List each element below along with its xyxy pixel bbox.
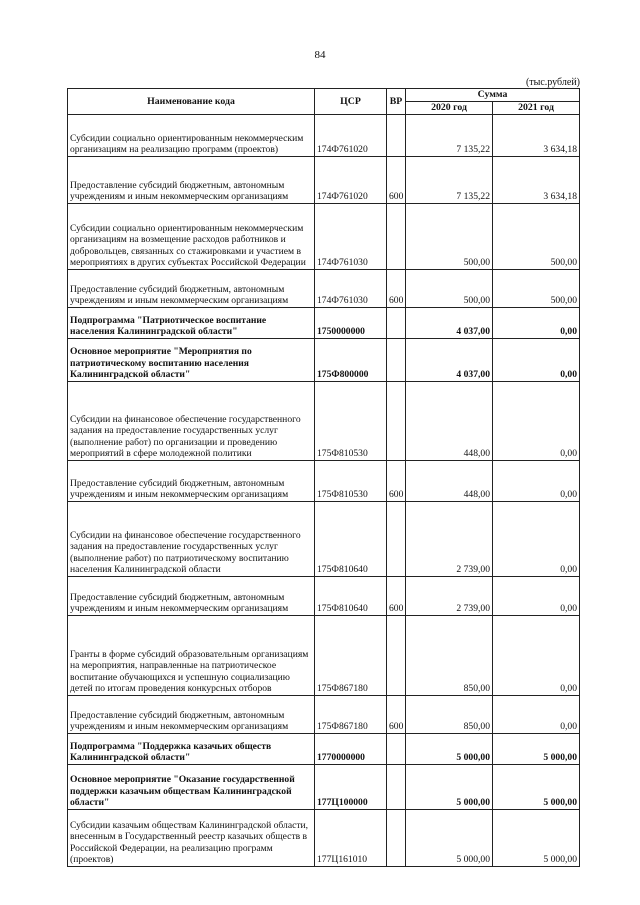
- header-name: Наименование кода: [68, 89, 315, 115]
- row-vr-cell: [387, 338, 406, 381]
- row-name-cell: Основное мероприятие "Оказание государственной поддержки казачьим обществам Калининградской области": [68, 764, 315, 809]
- header-vr: ВР: [387, 89, 406, 115]
- row-amount-2021-cell: 3 634,18: [493, 156, 580, 203]
- row-amount-2021-cell: 0,00: [493, 460, 580, 501]
- row-amount-2020-cell: 2 739,00: [406, 501, 493, 576]
- table-row: [68, 460, 580, 501]
- row-csr-cell: 175Ф810640: [315, 501, 387, 576]
- row-amount-2020-cell: 7 135,22: [406, 156, 493, 203]
- header-sum: Сумма: [406, 89, 580, 102]
- table-row: [68, 501, 580, 576]
- table-row: [68, 338, 580, 381]
- row-vr-cell: [387, 501, 406, 576]
- row-amount-2021-cell: 0,00: [493, 307, 580, 338]
- table-row: [68, 576, 580, 615]
- row-amount-2020-cell: 500,00: [406, 269, 493, 307]
- units-label: (тыс.рублей): [525, 77, 580, 88]
- row-amount-2020-cell: 850,00: [406, 695, 493, 733]
- row-amount-2021-cell: 0,00: [493, 381, 580, 460]
- table-row: [68, 764, 580, 809]
- table-row: [68, 307, 580, 338]
- row-amount-2020-cell: 448,00: [406, 460, 493, 501]
- row-csr-cell: 175Ф810530: [315, 381, 387, 460]
- row-csr-cell: 1770000000: [315, 733, 387, 764]
- row-amount-2021-cell: 5 000,00: [493, 809, 580, 866]
- row-vr-cell: [387, 764, 406, 809]
- table-row: [68, 114, 580, 156]
- header-year-2021: 2021 год: [493, 101, 580, 114]
- row-amount-2020-cell: 448,00: [406, 381, 493, 460]
- row-vr-cell: 600: [387, 695, 406, 733]
- row-name-cell: Предоставление субсидий бюджетным, автономным учреждениям и иным некоммерческим организациям: [68, 460, 315, 501]
- row-vr-cell: [387, 114, 406, 156]
- row-name-cell: Гранты в форме субсидий образовательным организациям на мероприятия, направленные на патриотическое воспитание обучающихся и успешную социализацию детей по итогам проведения конкурсных отборов: [68, 615, 315, 695]
- header-csr: ЦСР: [315, 89, 387, 115]
- page-number: 84: [314, 49, 326, 61]
- row-vr-cell: [387, 733, 406, 764]
- header-year-2020: 2020 год: [406, 101, 493, 114]
- row-name-cell: Предоставление субсидий бюджетным, автономным учреждениям и иным некоммерческим организациям: [68, 269, 315, 307]
- table-row: [68, 381, 580, 460]
- row-vr-cell: 600: [387, 576, 406, 615]
- row-name-cell: Субсидии казачьим обществам Калининградской области, внесенным в Государственный реестр казачьих обществ в Российской Федерации, на реализацию программ (проектов): [68, 809, 315, 866]
- row-vr-cell: [387, 203, 406, 269]
- table-row: [68, 615, 580, 695]
- row-vr-cell: 600: [387, 156, 406, 203]
- row-csr-cell: 175Ф867180: [315, 615, 387, 695]
- row-name-cell: Основное мероприятие "Мероприятия по патриотическому воспитанию населения Калининградской области": [68, 338, 315, 381]
- row-name-cell: Субсидии социально ориентированным некоммерческим организациям на возмещение расходов работников и добровольцев, связанных со стажировками и участием в мероприятиях в других субъектах Российской Федерации: [68, 203, 315, 269]
- row-amount-2021-cell: 500,00: [493, 269, 580, 307]
- row-csr-cell: 175Ф810530: [315, 460, 387, 501]
- table-row: [68, 695, 580, 733]
- row-vr-cell: [387, 307, 406, 338]
- budget-table: [67, 88, 580, 867]
- row-csr-cell: 177Ц161010: [315, 809, 387, 866]
- table-row: [68, 809, 580, 866]
- row-csr-cell: 174Ф761030: [315, 203, 387, 269]
- row-name-cell: Предоставление субсидий бюджетным, автономным учреждениям и иным некоммерческим организациям: [68, 156, 315, 203]
- row-vr-cell: [387, 615, 406, 695]
- row-csr-cell: 174Ф761030: [315, 269, 387, 307]
- row-amount-2021-cell: 0,00: [493, 695, 580, 733]
- row-name-cell: Подпрограмма "Поддержка казачьих обществ Калининградской области": [68, 733, 315, 764]
- row-amount-2021-cell: 5 000,00: [493, 733, 580, 764]
- table-row: [68, 269, 580, 307]
- row-csr-cell: 177Ц100000: [315, 764, 387, 809]
- row-amount-2020-cell: 5 000,00: [406, 764, 493, 809]
- row-csr-cell: 174Ф761020: [315, 156, 387, 203]
- row-amount-2021-cell: 0,00: [493, 615, 580, 695]
- row-amount-2020-cell: 850,00: [406, 615, 493, 695]
- row-vr-cell: 600: [387, 460, 406, 501]
- row-name-cell: Субсидии на финансовое обеспечение государственного задания на предоставление государственных услуг (выполнение работ) по патриотическому воспитанию населения Калининградской области: [68, 501, 315, 576]
- row-amount-2021-cell: 3 634,18: [493, 114, 580, 156]
- row-amount-2020-cell: 7 135,22: [406, 114, 493, 156]
- row-vr-cell: [387, 381, 406, 460]
- row-amount-2021-cell: 500,00: [493, 203, 580, 269]
- table-row: [68, 203, 580, 269]
- row-amount-2020-cell: 4 037,00: [406, 307, 493, 338]
- row-csr-cell: 175Ф867180: [315, 695, 387, 733]
- row-vr-cell: [387, 809, 406, 866]
- row-csr-cell: 1750000000: [315, 307, 387, 338]
- row-name-cell: Субсидии социально ориентированным некоммерческим организациям на реализацию программ (проектов): [68, 114, 315, 156]
- row-amount-2020-cell: 2 739,00: [406, 576, 493, 615]
- row-csr-cell: 174Ф761020: [315, 114, 387, 156]
- row-amount-2021-cell: 0,00: [493, 576, 580, 615]
- row-amount-2021-cell: 0,00: [493, 338, 580, 381]
- row-vr-cell: 600: [387, 269, 406, 307]
- row-amount-2020-cell: 5 000,00: [406, 733, 493, 764]
- row-csr-cell: 175Ф810640: [315, 576, 387, 615]
- row-name-cell: Подпрограмма "Патриотическое воспитание населения Калининградской области": [68, 307, 315, 338]
- row-amount-2020-cell: 4 037,00: [406, 338, 493, 381]
- row-amount-2021-cell: 0,00: [493, 501, 580, 576]
- table-row: [68, 156, 580, 203]
- row-csr-cell: 175Ф800000: [315, 338, 387, 381]
- table-row: [68, 733, 580, 764]
- row-name-cell: Предоставление субсидий бюджетным, автономным учреждениям и иным некоммерческим организациям: [68, 576, 315, 615]
- row-amount-2020-cell: 500,00: [406, 203, 493, 269]
- row-name-cell: Предоставление субсидий бюджетным, автономным учреждениям и иным некоммерческим организациям: [68, 695, 315, 733]
- row-amount-2020-cell: 5 000,00: [406, 809, 493, 866]
- row-name-cell: Субсидии на финансовое обеспечение государственного задания на предоставление государственных услуг (выполнение работ) по организации и проведению мероприятий в сфере молодежной политики: [68, 381, 315, 460]
- row-amount-2021-cell: 5 000,00: [493, 764, 580, 809]
